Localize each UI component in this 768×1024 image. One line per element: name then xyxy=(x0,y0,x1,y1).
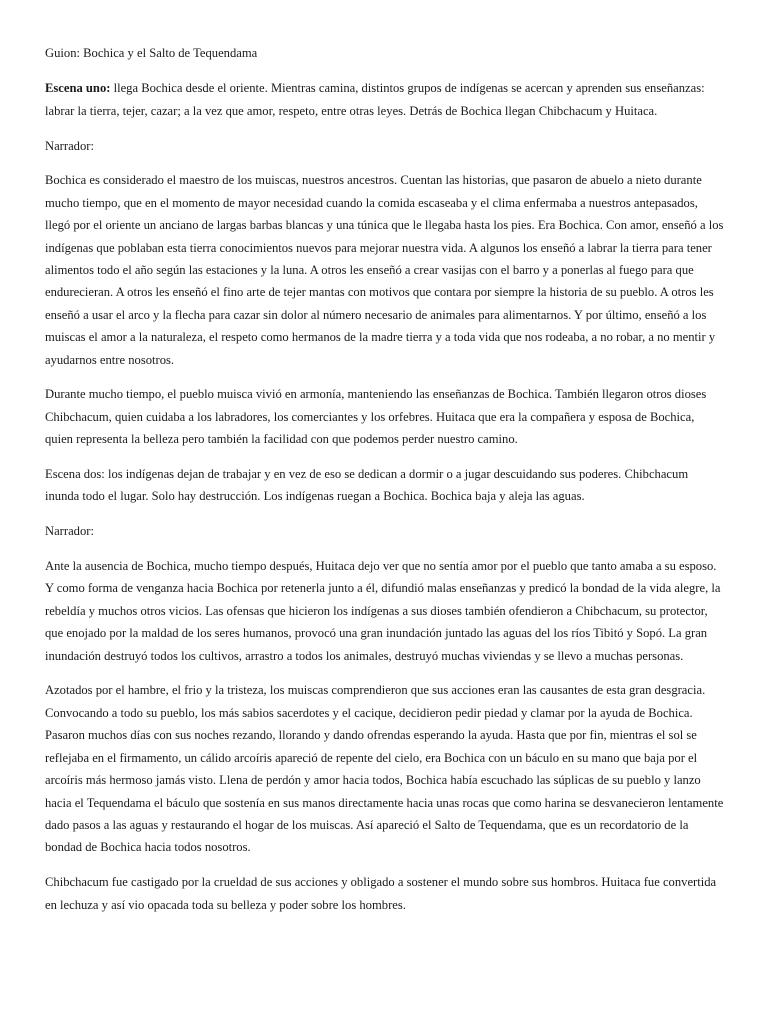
narrator-label-1: Narrador: xyxy=(45,138,94,153)
scene-one-paragraph xyxy=(45,77,725,122)
document-title: Guion: Bochica y el Salto de Tequendama xyxy=(45,46,258,60)
narration-paragraph-2: Durante mucho tiempo, el pueblo muisca vivió en armonía, manteniendo las enseñanzas de Bochica. También llegaron otros dioses Chibchacum, quien cuidaba a los labradores, los comerciantes y los orfebres. Huitaca que era la compañera y esposa de Bochica, quien representa la belleza pero también la facilidad con que podemos perder nuestro camino. xyxy=(45,387,707,447)
narration-paragraph-5: Chibchacum fue castigado por la crueldad de sus acciones y obligado a sostener el mundo sobre sus hombros. Huitaca fue convertida en lechuza y así vio opacada toda su belleza y poder sobre los hombres. xyxy=(45,875,717,912)
narrator-label-2: Narrador: xyxy=(45,524,94,539)
narration-paragraph-3: Ante la ausencia de Bochica, mucho tiempo después, Huitaca dejo ver que no sentía amor por el pueblo que tanto amaba a su esposo. Y como forma de venganza hacia Bochica por retenerla junto a él, difundió malas enseñanzas y predicó la bondad de la vida alegre, la rebeldía y muchos otros vicios. Las ofensas que hicieron los indígenas a sus dioses también ofendieron a Chibchacum, su protector, que enojado por la maldad de los seres humanos, provocó una gran inundación juntado las aguas del los ríos Tibitó y Sopó. La gran inundación destruyó todos los cultivos, arrastro a todos los animales, destruyó muchas viviendas y se llevo a muchas personas. xyxy=(45,559,721,663)
scene-two-paragraph: Escena dos: los indígenas dejan de trabajar y en vez de eso se dedican a dormir o a jugar descuidando sus poderes. Chibchacum inunda todo el lugar. Solo hay destrucción. Los indígenas ruegan a Bochica. Bochica baja y aleja las aguas. xyxy=(45,467,689,504)
narration-paragraph-1: Bochica es considerado el maestro de los muiscas, nuestros ancestros. Cuentan las historias, que pasaron de abuelo a nieto durante mucho tiempo, que en el momento de mayor necesidad cuando la comida escaseaba y el clima enfermaba a nuestros antepasados, llegó por el oriente un anciano de largas barbas blancas y una túnica que le llegaba hasta los pies. Era Bochica. Con amor, enseñó a los indígenas que poblaban esta tierra conocimientos nuevos para mejorar nuestra vida. A algunos los enseñó a labrar la tierra para tener alimentos todo el año según las estaciones y la luna. A otros les enseñó a crear vasijas con el barro y a ponerlas al fuego para que endurecieran. A otros les enseñó el fino arte de tejer mantas con motivos que contara por siempre la historia de su pueblo. A otros les enseñó a usar el arco y la flecha para cazar sin dolor al número necesario de animales para alimentarnos. Y por último, enseñó a los muiscas el amor a la naturaleza, el respeto como hermanos de la madre tierra y a toda vida que nos rodeaba, a no robar, a no mentir y ayudarnos entre nosotros. xyxy=(45,173,724,367)
document-page xyxy=(45,42,725,928)
narration-paragraph-4: Azotados por el hambre, el frio y la tristeza, los muiscas comprendieron que sus acciones eran las causantes de esta gran desgracia. Convocando a todo su pueblo, los más sabios sacerdotes y el cacique, decidieron pedir piedad y clamar por la ayuda de Bochica. Pasaron muchos días con sus noches rezando, llorando y dando ofrendas esperando la ayuda. Hasta que por fin, mientras el sol se reflejaba en el firmamento, un cálido arcoíris apareció de repente del cielo, era Bochica con un báculo en su mano que baja por el arcoíris más hermoso jamás visto. Llena de perdón y amor hacia todos, Bochica había escuchado las súplicas de su pueblo y lanzo hacia el Tequendama el báculo que sostenía en sus manos directamente hacia unas rocas que como harina se desvanecieron lentamente dado pasos a las aguas y restaurando el hogar de los muiscas. Así apareció el Salto de Tequendama, que es un recordatorio de la bondad de Bochica hacia todos nosotros. xyxy=(45,683,724,855)
scene-one-label: Escena uno: xyxy=(45,81,111,96)
scene-one-text: llega Bochica desde el oriente. Mientras camina, distintos grupos de indígenas se acercan y aprenden sus enseñanzas: labrar la tierra, tejer, cazar; a la vez que amor, respeto, entre otras leyes. Detrás de Bochica llegan Chibchacum y Huitaca. xyxy=(45,81,705,118)
